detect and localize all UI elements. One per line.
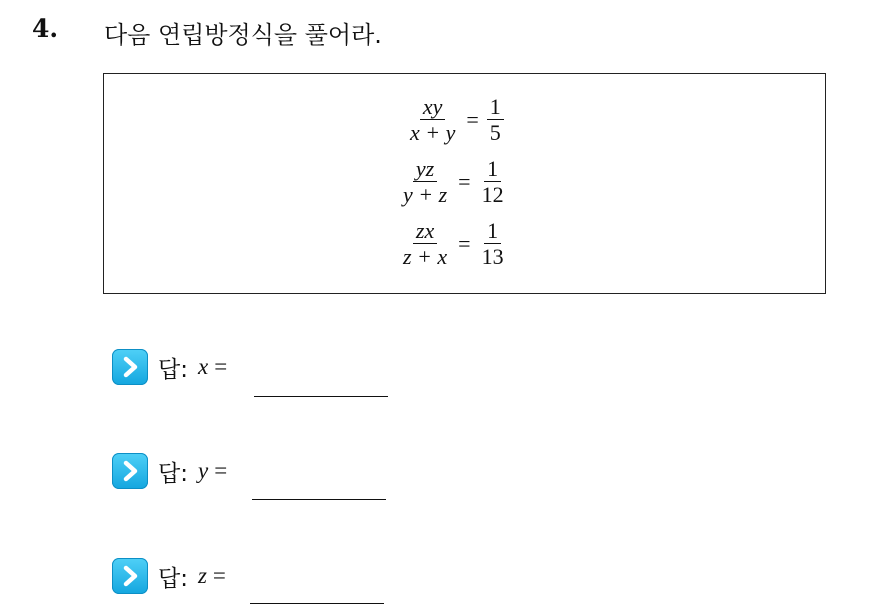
answer-label: 답: [158,356,188,383]
answer-row-x [112,349,227,385]
equation-2-lhs [400,156,450,207]
answer-equals: = [214,458,228,483]
equation-1-rhs-denominator: 5 [489,120,501,145]
question-number: 4. [32,14,59,43]
answer-blank-x[interactable] [254,396,388,397]
answer-variable: y [197,458,209,483]
equation-3-rhs-numerator: 1 [484,218,501,244]
equation-2-rhs-numerator: 1 [484,156,501,182]
equation-3 [400,218,507,269]
equation-1-rhs [487,94,504,145]
answer-label: 답: [158,460,188,487]
answer-variable: z [197,563,207,588]
equation-1-rhs-numerator: 1 [487,94,504,120]
chevron-right-icon [112,558,148,594]
answer-equals: = [214,354,228,379]
equation-3-lhs-numerator: zx [413,218,437,244]
equation-3-lhs [400,218,450,269]
answer-blank-z[interactable] [250,603,384,604]
equation-3-rhs-denominator: 13 [481,244,504,269]
answer-row-y [112,453,227,489]
equation-2-equals: = [458,168,471,194]
answer-row-z [112,558,226,594]
answer-equals: = [212,563,226,588]
chevron-right-icon [112,349,148,385]
equation-2 [400,156,507,207]
equation-2-lhs-denominator: y + z [403,182,448,207]
answer-blank-y[interactable] [252,499,386,500]
equation-1 [407,94,504,145]
equation-1-equals: = [466,106,479,132]
equation-1-lhs-numerator: xy [420,94,446,120]
equation-2-lhs-numerator: yz [413,156,437,182]
question-text: 다음 연립방정식을 풀어라. [104,21,382,49]
equation-3-rhs [479,218,507,269]
answer-label: 답: [158,565,188,592]
chevron-right-icon [112,453,148,489]
equation-3-lhs-denominator: z + x [403,244,448,269]
equation-2-rhs [479,156,507,207]
equation-1-lhs-denominator: x + y [410,120,456,145]
equation-1-lhs [407,94,458,145]
equation-3-equals: = [458,230,471,256]
equation-2-rhs-denominator: 12 [481,182,504,207]
answer-variable: x [197,354,209,379]
